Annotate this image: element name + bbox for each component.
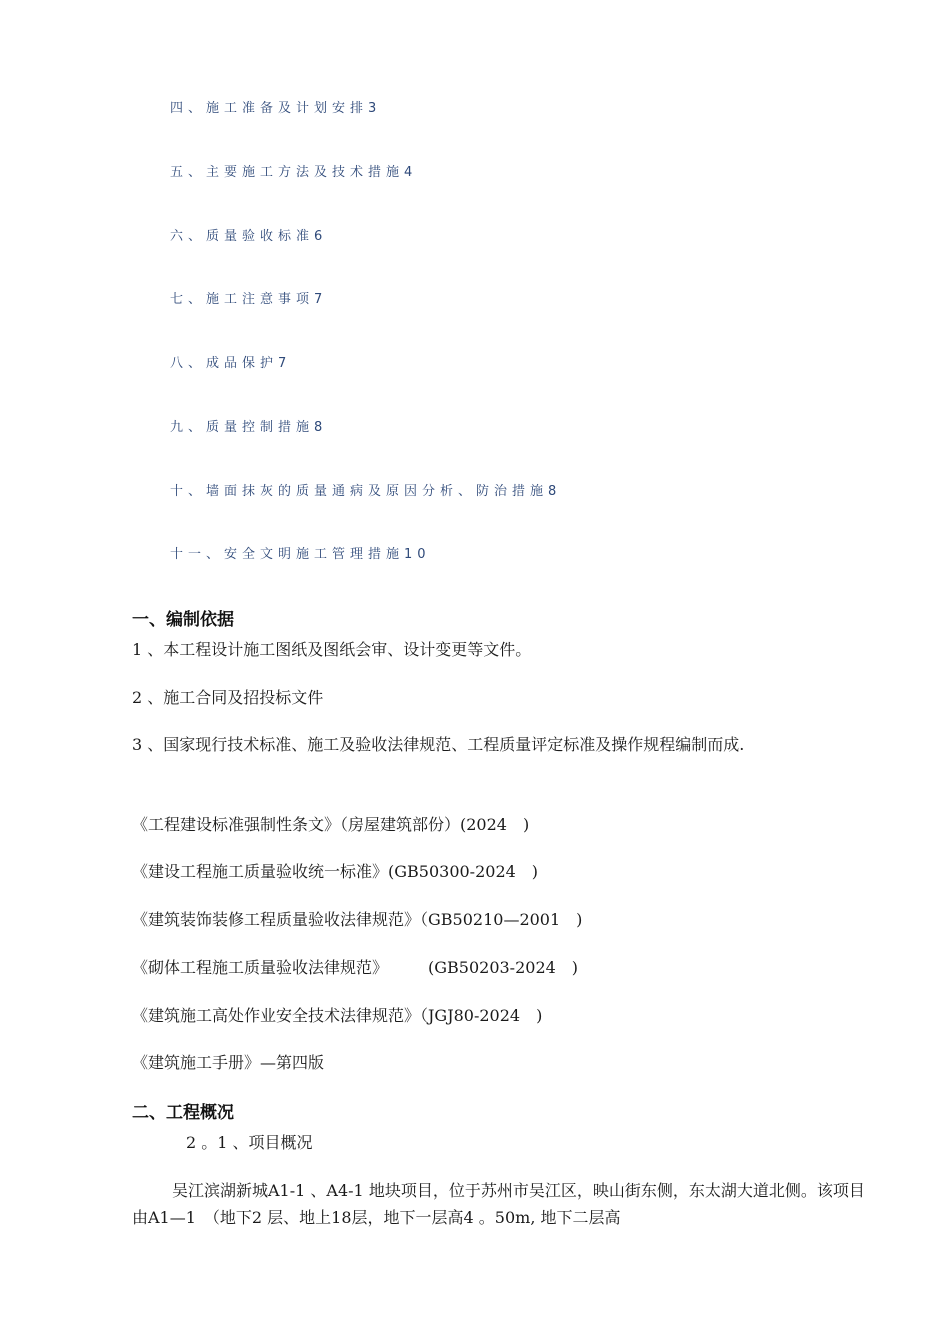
toc-item[interactable]: 七、施工注意事项7 xyxy=(170,292,328,307)
reference-item: 《工程建设标准强制性条文》（房屋建筑部份）(2024 ) xyxy=(132,815,530,834)
reference-item: 《建筑施工手册》—第四版 xyxy=(132,1053,325,1072)
basis-item: 1 、本工程设计施工图纸及图纸会审、设计变更等文件。 xyxy=(132,640,532,659)
basis-item: 3 、国家现行技术标准、施工及验收法律规范、工程质量评定标准及操作规程编制而成. xyxy=(132,735,745,754)
toc-item[interactable]: 十、墙面抹灰的质量通病及原因分析、防治措施8 xyxy=(170,484,562,499)
toc-item[interactable]: 八、成品保护7 xyxy=(170,356,292,371)
toc-item[interactable]: 六、质量验收标准6 xyxy=(170,229,328,244)
toc-item[interactable]: 十一、安全文明施工管理措施10 xyxy=(170,547,431,562)
section-heading: 一、编制依据 xyxy=(132,610,234,630)
toc-item[interactable]: 五、主要施工方法及技术措施4 xyxy=(170,165,418,180)
overview-paragraph: 吴江滨湖新城A1-1 、A4-1 地块项目，位于苏州市吴江区，映山街东侧，东太湖大道北侧。该项目由A1—1 （地下2 层、地上18层，地下一层高4 。50m, 地下二层高 xyxy=(132,1181,865,1227)
subsection-heading: 2 。1 、项目概况 xyxy=(186,1133,313,1152)
toc-item[interactable]: 九、质量控制措施8 xyxy=(170,420,328,435)
reference-item: 《砌体工程施工质量验收法律规范》 (GB50203-2024 ) xyxy=(132,958,579,977)
toc-item[interactable]: 四、施工准备及计划安排3 xyxy=(170,101,382,116)
section-heading: 二、工程概况 xyxy=(132,1103,234,1123)
basis-item: 2 、施工合同及招投标文件 xyxy=(132,688,324,707)
reference-item: 《建筑施工高处作业安全技术法律规范》（JGJ80-2024 ) xyxy=(132,1006,543,1025)
reference-item: 《建筑装饰装修工程质量验收法律规范》（GB50210—2001 ) xyxy=(132,910,583,929)
reference-item: 《建设工程施工质量验收统一标准》(GB50300-2024 ) xyxy=(132,862,539,881)
